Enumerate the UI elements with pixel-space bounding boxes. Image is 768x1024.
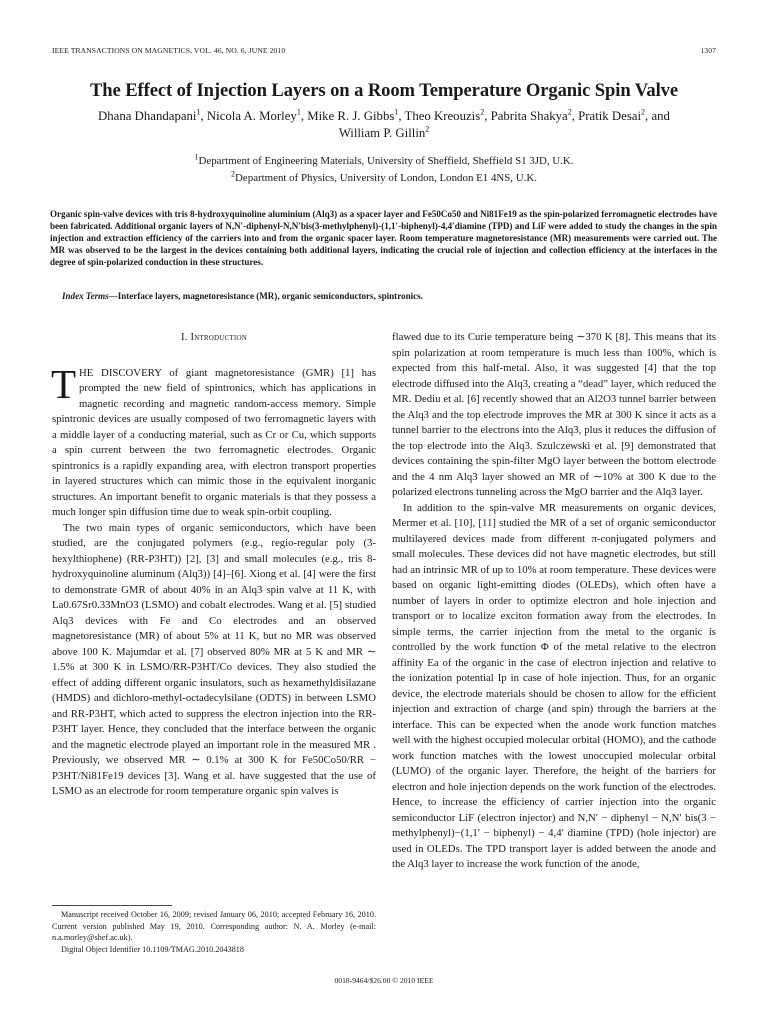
doi-line: Digital Object Identifier 10.1109/TMAG.2010.2043818 [61, 944, 244, 954]
affiliation-text: Department of Physics, University of London, London E1 4NS, U.K. [235, 172, 537, 184]
author-affil-mark: 2 [425, 124, 430, 134]
intro-paragraph-2: The two main types of organic semiconductors, which have been studied, are the conjugated polymers (e.g., regio-regular poly (3-hexylthiophene) (RR-P3HT)) [2], [3] and small molecules (e.g., tris 8-hydroxyquinoline aluminum (Alq3)) [4]–[6]. Xiong et al. [4] were the first to demonstrate GMR of about 40% in an Alq3 spin valve at 11 K, with La0.67Sr0.33MnO3 (LSMO) and cobalt electrodes. Wang et al. [5] studied Alq3 devices with Fe and Co electrodes and an observed magnetoresistance (MR) of about 5% at 11 K, but no MR was observed above 100 K. Majumdar et al. [7] observed 80% MR at 5 K and MR ∼ 1.5% at 300 K in LSMO/RR-P3HT/Co devices. They also studied the effect of adding different organic insulators, such as hexamethyldisilazane (HMDS) and dichloro-methyl-octadecylsilane (ODTS) in between LSMO and RR-P3HT, which acted to suppress the electron injection into the RR-P3HT layer. Hence, they concluded that the interface between the organic and the magnetic electrode played an important role in the measured MR . Previously, we observed MR ∼ 0.1% at 300 K for Fe50Co50/RR − P3HT/Ni81Fe19 devices [3]. Wang et al. have suggested that the use of LSMO as an electrode for room temperature organic spin valves is [52, 521, 376, 797]
author-affil-mark: 1 [394, 107, 399, 117]
paragraph-text: HE DISCOVERY of giant magnetoresistance (GMR) [1] has prompted the new field of spintronics, which has applications in magnetic recording and magnetic random-access memory. Simple spintronic devices are usually composed of two ferromagnetic layers with a middle layer of a conducting material, such as Cr or Cu, which supports a spin current between the two ferromagnetic electrodes. Organic spintronics is a rapidly expanding area, with electron transport properties in layered structures which can mimic those in the equivalent inorganic structures. An important benefit to organic materials is that they possess a much longer spin diffusion time due to weak spin-orbit coupling. [52, 366, 376, 518]
drop-cap: T [51, 360, 77, 407]
author-name: William P. Gillin [338, 126, 426, 140]
author-line-1: Dhana Dhandapani$^1$, Nicola A. Morley$^1$, Mike R. J. Gibbs$^1$, Theo Kreouzis$^2$, Pabrita Shakya$^2$, Pratik Desai$^2$, and [98, 107, 670, 123]
paper-title: The Effect of Injection Layers on a Room Temperature Organic Spin Valve [89, 80, 679, 101]
author-list [40, 108, 728, 142]
footnote [52, 909, 376, 955]
author-name: Theo Kreouzis [404, 109, 481, 123]
affiliation [40, 170, 728, 187]
author-name: Pabrita Shakya [490, 109, 568, 123]
index-terms-label: Index Terms [62, 291, 109, 301]
affiliation-list [40, 153, 728, 187]
section-heading [52, 330, 376, 346]
affiliation-text: Department of Engineering Materials, University of Sheffield, Sheffield S1 3JD, U.K. [198, 155, 574, 167]
page-number: 1307 [700, 46, 716, 55]
running-header [52, 46, 716, 55]
intro-paragraph-1 [51, 360, 376, 521]
author-name: Mike R. J. Gibbs [307, 109, 395, 123]
index-terms-text: Interface layers, magnetoresistance (MR), organic semiconductors, spintronics. [117, 291, 423, 301]
manuscript-note: Manuscript received October 16, 2009; revised January 06, 2010; accepted February 16, 2010. Current version published May 19, 2010. Corresponding author: N. A. Morley (e-mail: n.a.morley@shef.ac.uk). [52, 910, 376, 943]
intro-paragraph-3: flawed due to its Curie temperature being ∼370 K [8]. This means that its spin polarization at room temperature is much less than 100%, which is expected from this half-metal. Also, it was suggested [4] that the top electrode diffused into the Alq3, creating a “dead” layer, which reduced the MR. Dediu et al. [6] recently showed that an Al2O3 tunnel barrier between the Alq3 and the top electrode improves the MR at 300 K since it acts as a tunnel barrier to the electrons into the Alq3, plus it reduces the diffusion of the top electrode into the Alq3. Szulczewski et al. [9] demonstrated that devices containing the spin-filter MgO layer between the bottom electrode and the 4 nm Alq3 layer showed an MR of ∼10% at 300 K due to the polarized electrons tunneling across the MgO barrier and the Alq3 layer. [392, 331, 716, 498]
right-column [392, 330, 716, 873]
section-title: Introduction [190, 332, 247, 343]
section-number: I. [181, 332, 188, 343]
affiliation-mark: 1 [194, 152, 199, 162]
affiliation [40, 153, 728, 170]
author-conjunction: and [651, 109, 670, 123]
copyright-footer: 0018-9464/$26.00 © 2010 IEEE [334, 976, 434, 985]
author-affil-mark: 2 [567, 107, 572, 117]
intro-paragraph-4: In addition to the spin-valve MR measurements on organic devices, Mermer et al. [10], [11] studied the MR of a set of organic semiconductor multilayered devices made from different π-conjugated polymers and small molecules. These devices did not have magnetic electrodes, but still had an intrinsic MR of up to 10% at room temperature. These devices were based on organic light-emitting diodes (OLEDs), which often have a number of layers in order to optimize electron and hole injection and transport or to localize exciton formation away from the electrodes. In simple terms, the carrier injection from the metal to the organic is controlled by the work function Φ of the metal relative to the electron affinity Ea of the organic in the case of electron injection and relative to the ionization potential Ip in case of hole injection. Thus, for an organic device, the electrode materials should be chosen to allow for the efficient injection and extraction of charge (and spin) through the barriers at the interface. This can be expected when the anode work function matches well with the highest occupied molecular orbital (HOMO), and the cathode work function matches with the lowest unoccupied molecular orbital (LUMO) of the organic layer. Therefore, the height of the barriers for electron and hole injection depends on the work function of the electrodes. Hence, to increase the efficiency of carrier injection into the organic semiconductor LiF (electron injector) and N,N′ − diphenyl − N,N′ bis(3 − methylphenyl)−(1,1′ − biphenyl) − 4,4′ diamine (TPD) (hole injector) are used in OLEDs. The TPD transport layer is added between the anode and the Alq3 layer to increase the work function of the anode, [392, 501, 716, 870]
author-affil-mark: 2 [480, 107, 485, 117]
author-affil-mark: 1 [196, 107, 201, 117]
footnote-rule [52, 905, 172, 906]
index-terms [62, 290, 717, 302]
author-affil-mark: 1 [296, 107, 301, 117]
author-name: Nicola A. Morley [206, 109, 297, 123]
left-column [52, 330, 376, 800]
author-name: Dhana Dhandapani [98, 109, 197, 123]
abstract: Organic spin-valve devices with tris 8-hydroxyquinoline aluminium (Alq3) as a spacer layer and Fe50Co50 and Ni81Fe19 as the spin-polarized ferromagnetic electrodes have been fabricated. Additional organic layers of N,N′-diphenyl-N,N′bis(3-methylphenyl)-(1,1′-biphenyl)-4,4′diamine (TPD) and LiF were added to study the changes in the spin injection and extraction efficiency of the carriers into and from the organic spacer layer. Room temperature magnetoresistance (MR) measurements were carried out. The MR was observed to be the largest in the devices containing both additional layers, indicating the crucial role of injection and collection efficiency at the interfaces in the degree of spin-polarized conduction in these structures. [50, 209, 717, 268]
author-affil-mark: 2 [641, 107, 646, 117]
author-name: Pratik Desai [578, 109, 642, 123]
affiliation-mark: 2 [231, 169, 236, 179]
author-line-2 [40, 125, 728, 142]
journal-citation: IEEE TRANSACTIONS ON MAGNETICS, VOL. 46, NO. 6, JUNE 2010 [52, 46, 286, 55]
index-terms-dash: — [108, 291, 118, 301]
